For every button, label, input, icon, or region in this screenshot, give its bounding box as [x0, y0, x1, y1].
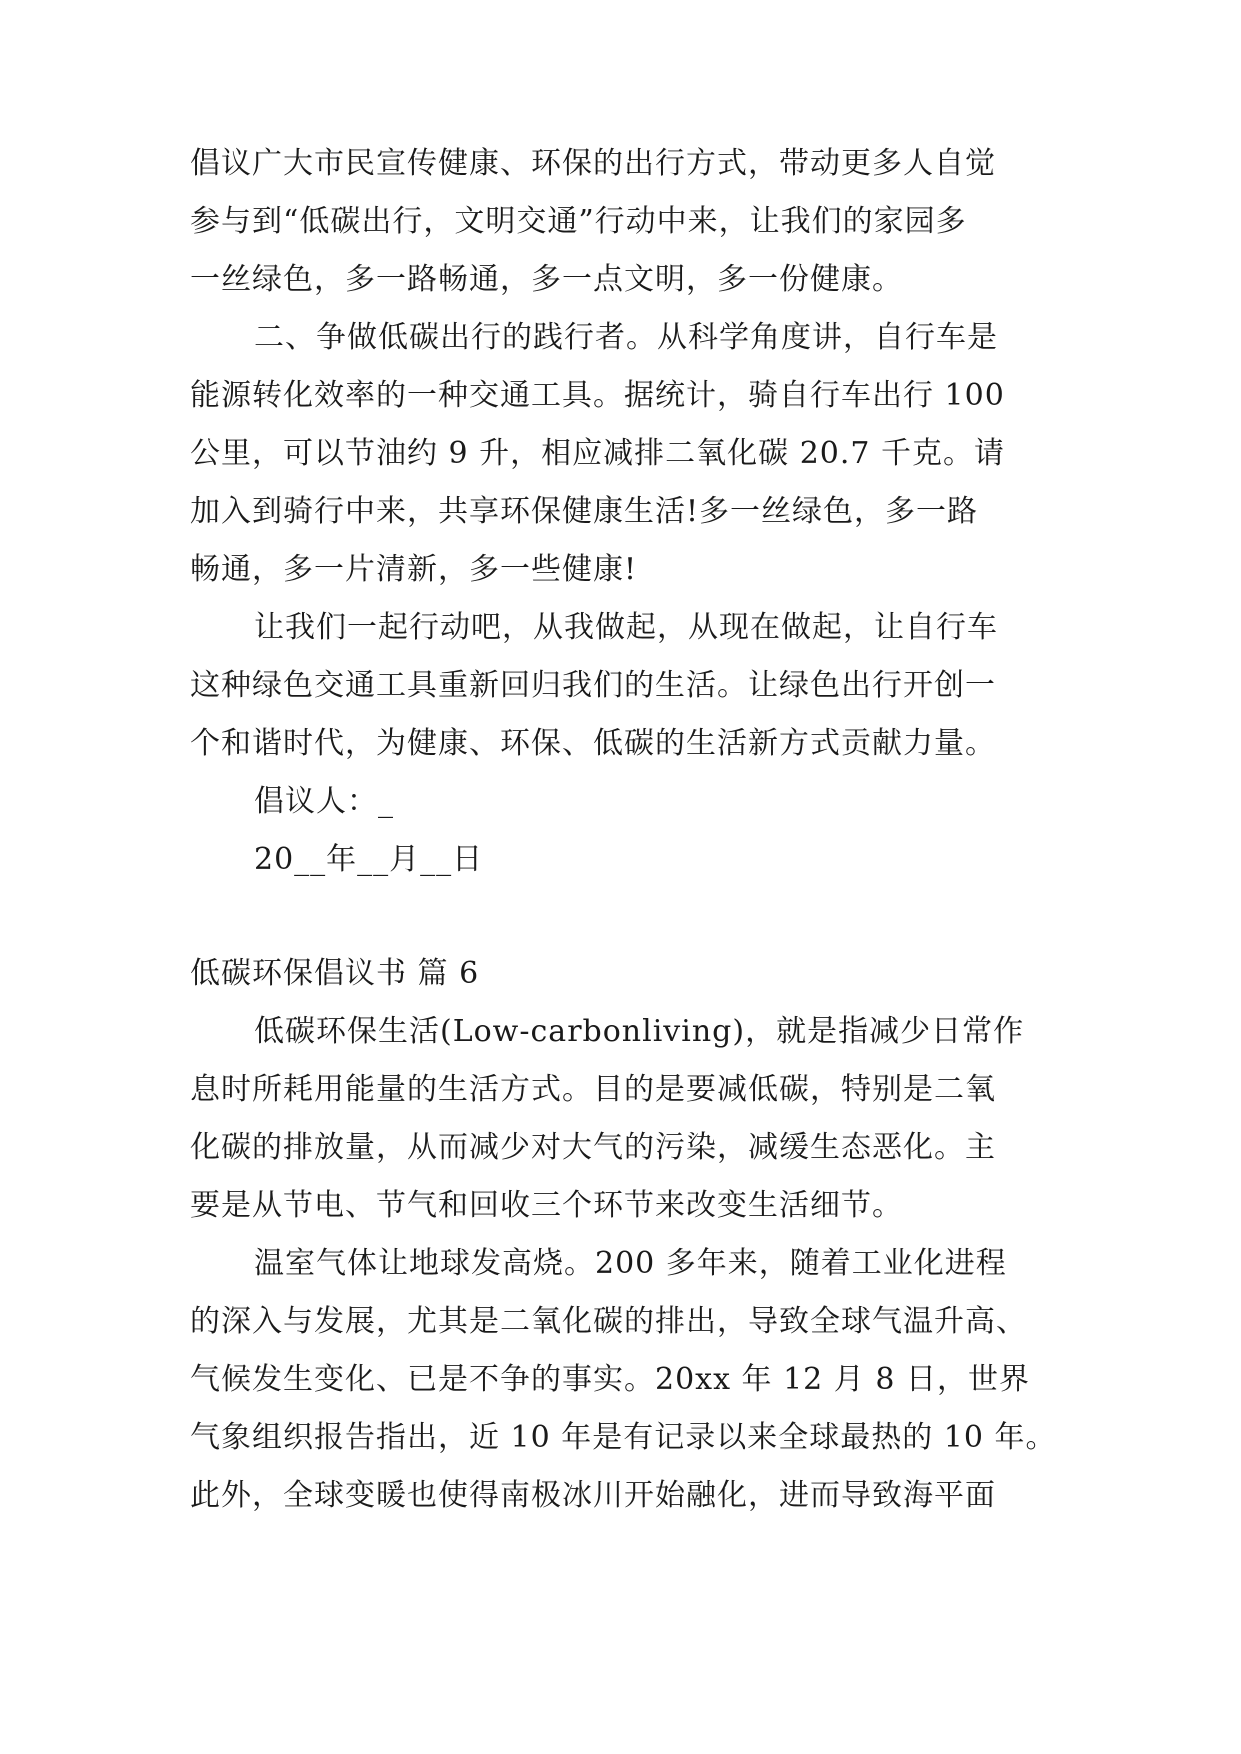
paragraph-line: 要是从节电、节气和回收三个环节来改变生活细节。	[190, 1188, 903, 1223]
paragraph-line: 息时所耗用能量的生活方式。目的是要减低碳，特别是二氧	[190, 1072, 996, 1107]
paragraph-line: 畅通，多一片清新，多一些健康!	[190, 552, 638, 587]
paragraph-line: 倡议广大市民宣传健康、环保的出行方式，带动更多人自觉	[190, 146, 996, 181]
paragraph-line: 气象组织报告指出，近 10 年是有记录以来全球最热的 10 年。	[190, 1420, 1057, 1455]
paragraph-line: 个和谐时代，为健康、环保、低碳的生活新方式贡献力量。	[190, 726, 996, 761]
paragraph-line: 加入到骑行中来，共享环保健康生活!多一丝绿色，多一路	[190, 494, 979, 529]
paragraph-line: 气候发生变化、已是不争的事实。20xx 年 12 月 8 日，世界	[190, 1362, 1030, 1397]
paragraph-line: 这种绿色交通工具重新回归我们的生活。让绿色出行开创一	[190, 668, 996, 703]
paragraph-line: 一丝绿色，多一路畅通，多一点文明，多一份健康。	[190, 262, 903, 297]
paragraph-line: 公里，可以节油约 9 升，相应减排二氧化碳 20.7 千克。请	[190, 436, 1006, 471]
paragraph-line: 的深入与发展，尤其是二氧化碳的排出，导致全球气温升高、	[190, 1304, 1027, 1339]
paragraph-line: 让我们一起行动吧，从我做起，从现在做起，让自行车	[254, 610, 998, 645]
paragraph-line: 二、争做低碳出行的践行者。从科学角度讲，自行车是	[254, 320, 998, 355]
paragraph-line: 参与到“低碳出行，文明交通”行动中来，让我们的家园多	[190, 204, 967, 239]
paragraph-line: 此外，全球变暖也使得南极冰川开始融化，进而导致海平面	[190, 1478, 996, 1513]
section-heading: 低碳环保倡议书 篇 6	[190, 956, 480, 991]
signature-line: 倡议人：_	[254, 784, 394, 819]
date-line: 20__年__月__日	[254, 842, 484, 877]
paragraph-line: 温室气体让地球发高烧。200 多年来，随着工业化进程	[254, 1246, 1007, 1281]
paragraph-line: 化碳的排放量，从而减少对大气的污染，减缓生态恶化。主	[190, 1130, 996, 1165]
paragraph-line: 能源转化效率的一种交通工具。据统计，骑自行车出行 100	[190, 378, 1005, 413]
paragraph-line: 低碳环保生活(Low-carbonliving)，就是指减少日常作	[254, 1014, 1025, 1049]
